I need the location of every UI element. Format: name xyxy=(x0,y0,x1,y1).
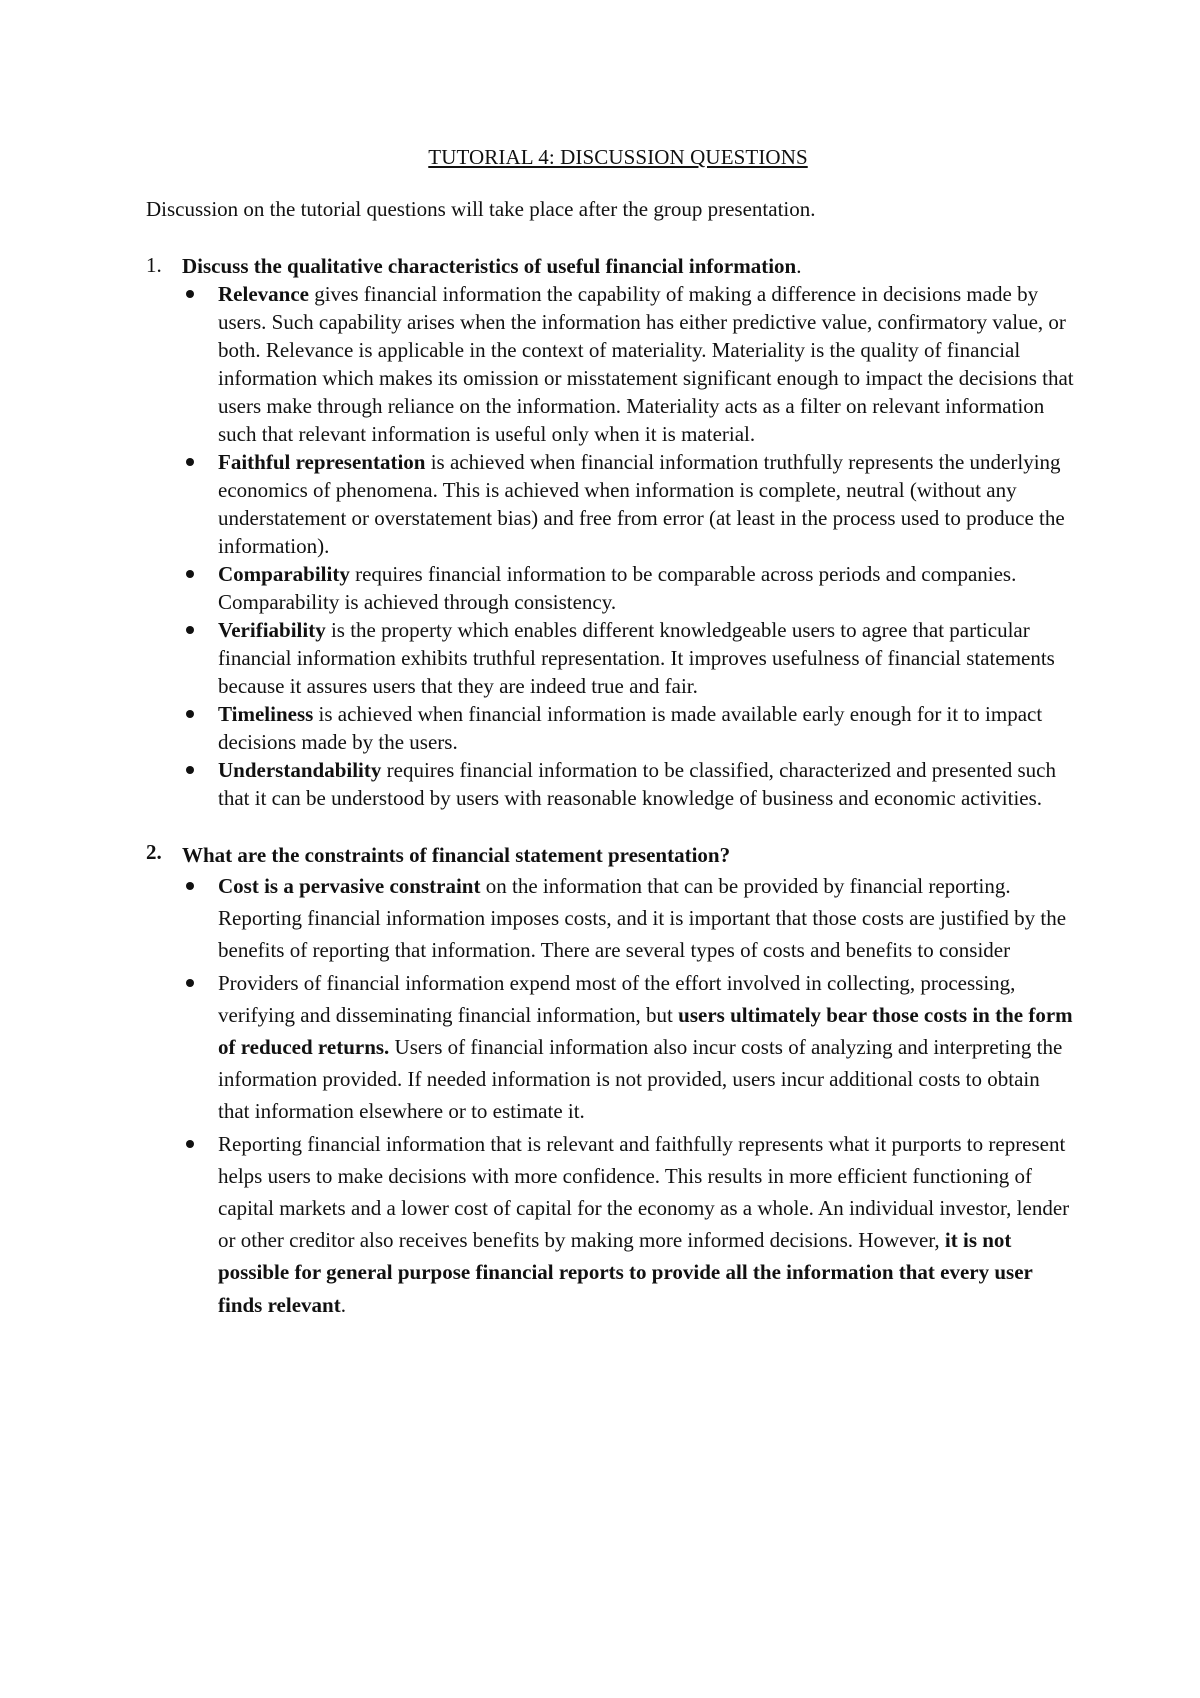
term-label: Faithful representation xyxy=(218,450,426,474)
question-2 xyxy=(146,840,1076,1321)
bullet-icon xyxy=(186,626,194,634)
question-title: What are the constraints of financial statement presentation? xyxy=(182,843,731,867)
bullet-list xyxy=(182,280,1076,812)
bullet-icon xyxy=(186,1140,194,1148)
term-label: Timeliness xyxy=(218,702,314,726)
list-item xyxy=(182,448,1076,560)
list-item xyxy=(182,560,1076,616)
question-title: Discuss the qualitative characteristics of useful financial information. xyxy=(182,254,802,278)
emphasis-text: it is not possible for general purpose financial reports to provide all the information that every user finds relevant xyxy=(218,1228,1033,1317)
term-label: Understandability xyxy=(218,758,382,782)
item-text: on the information that can be provided by financial reporting. Reporting financial information imposes costs, and it is important that those costs are justified by the benefits of reporting that information. There are several types of costs and benefits to consider xyxy=(218,874,1067,963)
term-label: Verifiability xyxy=(218,618,326,642)
list-item xyxy=(182,700,1076,756)
bullet-icon xyxy=(186,570,194,578)
list-item xyxy=(182,967,1076,1128)
question-number: 2. xyxy=(146,840,162,864)
item-text: Reporting financial information that is relevant and faithfully represents what it purports to represent helps users to make decisions with more confidence. This results in more efficient functioning of capital markets and a lower cost of capital for the economy as a whole. An individual investor, lender or other creditor also receives benefits by making more informed decisions. However, xyxy=(218,1131,1070,1253)
item-text: requires financial information to be comparable across periods and companies. Comparability is achieved through consistency. xyxy=(218,562,1017,614)
term-label: Relevance xyxy=(218,282,309,306)
list-item xyxy=(182,1128,1076,1321)
item-text: is the property which enables different knowledgeable users to agree that particular financial information exhibits truthful representation. It improves usefulness of financial statements because it assures users that they are indeed true and fair. xyxy=(218,618,1055,698)
item-text: gives financial information the capability of making a difference in decisions made by users. Such capability arises when the information has either predictive value, confirmatory value, or both. Relevance is applicable in the context of materiality. Materiality is the quality of financial information which makes its omission or misstatement significant enough to impact the decisions that users make through reliance on the information. Materiality acts as a filter on relevant information such that relevant information is useful only when it is material. xyxy=(218,282,1074,446)
bullet-icon xyxy=(186,290,194,298)
item-text: Users of financial information also incur costs of analyzing and interpreting the information provided. If needed information is not provided, users incur additional costs to obtain that information elsewhere or to estimate it. xyxy=(218,1035,1063,1124)
list-item xyxy=(182,280,1076,448)
bullet-icon xyxy=(186,710,194,718)
question-number: 1. xyxy=(146,253,162,277)
page-title: TUTORIAL 4: DISCUSSION QUESTIONS xyxy=(428,145,808,169)
bullet-list xyxy=(182,870,1076,1321)
bullet-icon xyxy=(186,882,194,890)
item-text: requires financial information to be classified, characterized and presented such that it can be understood by users with reasonable knowledge of business and economic activities. xyxy=(218,758,1056,810)
emphasis-text: users ultimately bear those costs in the form of reduced returns. xyxy=(218,1002,1073,1060)
list-item xyxy=(182,616,1076,700)
question-1 xyxy=(146,253,1076,812)
bullet-icon xyxy=(186,458,194,466)
bullet-icon xyxy=(186,766,194,774)
list-item xyxy=(182,870,1076,967)
item-text: is achieved when financial information is made available early enough for it to impact decisions made by the users. xyxy=(218,702,1043,754)
bullet-icon xyxy=(186,979,194,987)
term-label: Comparability xyxy=(218,562,350,586)
item-text: is achieved when financial information truthfully represents the underlying economics of phenomena. This is achieved when information is complete, neutral (without any understatement or overstatement bias) and free from error (at least in the process used to produce the information). xyxy=(218,450,1065,558)
intro-paragraph: Discussion on the tutorial questions will take place after the group presentation. xyxy=(146,197,816,221)
list-item xyxy=(182,756,1076,812)
term-label: Cost is a pervasive constraint xyxy=(218,874,481,898)
document-page xyxy=(146,145,1076,1321)
item-text: . xyxy=(340,1292,346,1317)
item-text: Providers of financial information expend most of the effort involved in collecting, processing, verifying and disseminating financial information, but xyxy=(218,970,1016,1027)
